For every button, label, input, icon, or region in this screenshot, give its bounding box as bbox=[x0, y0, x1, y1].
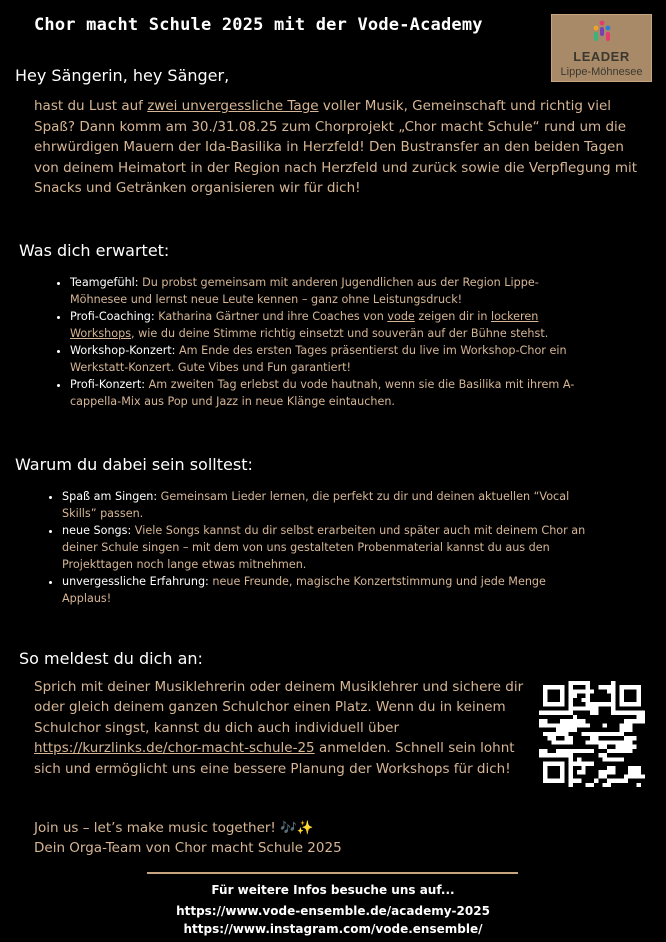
signup-paragraph: Sprich mit deiner Musiklehrerin oder deinem Musiklehrer und sichere dir oder gleich deinem ganzen Schulchor einen Platz. Wenn du in keinem Schulchor singst, kannst du dich auch individuell über https://kurzlinks.de/chor-macht-schule-25 anmelden. Schnell sein lohnt sich und ermöglicht uns eine bessere Planung der Workshops für dich! bbox=[34, 679, 524, 777]
page-title: Chor macht Schule 2025 mit der Vode-Academy bbox=[34, 15, 483, 35]
dots-people-icon bbox=[589, 20, 615, 46]
footer-link-instagram[interactable]: https://www.instagram.com/vode.ensemble/ bbox=[183, 922, 483, 936]
list-item: • unvergessliche Erfahrung: neue Freunde, magische Konzertstimmung und jede Menge Applaus! bbox=[62, 573, 597, 607]
vode-link[interactable]: vode bbox=[387, 310, 415, 323]
expect-heading: Was dich erwartet: bbox=[19, 241, 170, 260]
why-heading: Warum du dabei sein solltest: bbox=[15, 455, 253, 474]
expect-list bbox=[52, 274, 580, 410]
intro-link[interactable]: zwei unvergessliche Tage bbox=[147, 98, 319, 114]
intro-paragraph: hast du Lust auf zwei unvergessliche Tage voller Musik, Gemeinschaft und richtig viel Spaß? Dann komm am 30./31.08.25 zum Chorprojekt „Chor macht Schule“ rund um die ehrwürdigen Mauern der Ida-Basilika in Herzfeld! Den Bustransfer an den beiden Tagen von deinem Heimatort in der Region nach Herzfeld und zurück sowie die Verpflegung mit Snacks und Getränken organisieren wir für dich! bbox=[34, 98, 638, 196]
workshops-link[interactable]: lockeren Workshops bbox=[70, 310, 539, 340]
leader-logo bbox=[551, 14, 652, 82]
list-item: • Teamgefühl: Du probst gemeinsam mit anderen Jugendlichen aus der Region Lippe-Möhnesee und lernst neue Leute kennen – ganz ohne Leistungsdruck! bbox=[70, 274, 580, 308]
footer-link-academy[interactable]: https://www.vode-ensemble.de/academy-2025 bbox=[176, 904, 490, 918]
signoff bbox=[34, 818, 342, 859]
signup-heading: So meldest du dich an: bbox=[19, 649, 203, 668]
logo-line1: LEADER bbox=[573, 49, 630, 64]
logo-line2: Lippe-Möhnesee bbox=[560, 66, 643, 78]
qr-code-icon[interactable] bbox=[539, 681, 645, 787]
list-item: • Spaß am Singen: Gemeinsam Lieder lernen, die perfekt zu dir und deinen aktuellen “Vocal Skills” passen. bbox=[62, 488, 597, 522]
team-line: Dein Orga-Team von Chor macht Schule 2025 bbox=[34, 840, 342, 857]
list-item: • neue Songs: Viele Songs kannst du dir selbst erarbeiten und später auch mit deinem Chor an deiner Schule singen – mit dem von uns gestalteten Probenmaterial kannst du aus den Projekttagen noch lange etwas mitnehmen. bbox=[62, 522, 597, 573]
footer-line1: Für weitere Infos besuche uns auf... bbox=[211, 883, 455, 897]
why-list bbox=[44, 488, 597, 607]
list-item: • Profi-Konzert: Am zweiten Tag erlebst du vode hautnah, wenn sie die Basilika mit ihrem A-cappella-Mix aus Pop und Jazz in neue Klänge eintauchen. bbox=[70, 376, 580, 410]
signup-link[interactable]: https://kurzlinks.de/chor-macht-schule-25 bbox=[34, 740, 315, 757]
list-item: • Workshop-Konzert: Am Ende des ersten Tages präsentierst du live im Workshop-Chor ein Werkstatt-Konzert. Gute Vibes und Fun garantiert! bbox=[70, 342, 580, 376]
join-line: Join us – let’s make music together! 🎶✨ bbox=[34, 820, 314, 836]
greeting: Hey Sängerin, hey Sänger, bbox=[15, 66, 230, 85]
divider bbox=[147, 872, 518, 874]
list-item: • Profi-Coaching: Katharina Gärtner und ihre Coaches von vode zeigen dir in lockeren Workshops, wie du deine Stimme richtig einsetzt und souverän auf der Bühne stehst. bbox=[70, 308, 580, 342]
